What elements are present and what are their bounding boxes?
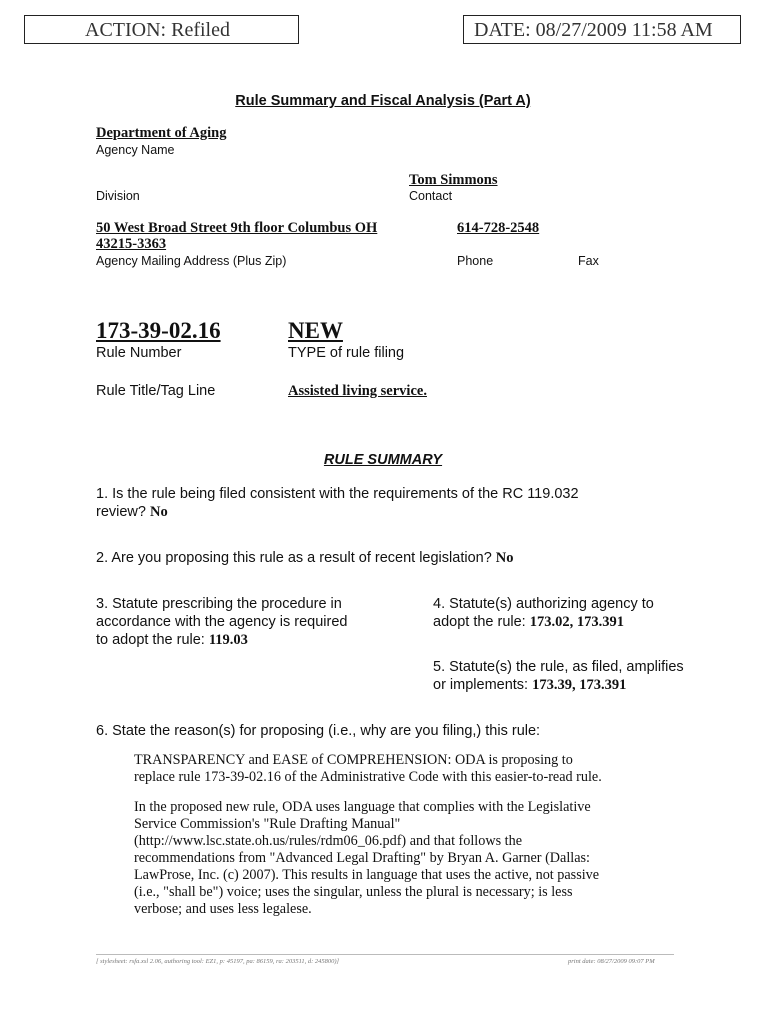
question-4 xyxy=(433,595,654,631)
question-5-answer: 173.39, 173.391 xyxy=(532,677,627,693)
question-2-text: 2. Are you proposing this rule as a result of recent legislation? xyxy=(96,550,492,566)
question-4-line2 xyxy=(433,613,654,631)
contact-label: Contact xyxy=(409,189,453,203)
action-box xyxy=(24,15,299,44)
rule-title-value: Assisted living service. xyxy=(288,383,427,399)
agency-name-value: Department of Aging xyxy=(96,125,227,141)
question-1-line1: 1. Is the rule being filed consistent with the requirements of the RC 119.032 xyxy=(96,486,579,502)
footer-right: print date: 08/27/2009 09:07 PM xyxy=(568,958,655,965)
reason-p2-line: verbose; and uses less legalese. xyxy=(134,901,312,917)
reason-p2-line: recommendations from "Advanced Legal Drafting" by Bryan A. Garner (Dallas: xyxy=(134,850,590,866)
question-3-line3 xyxy=(96,631,347,649)
question-3-text: to adopt the rule: xyxy=(96,632,205,648)
question-1-answer: No xyxy=(150,504,168,520)
footer-rule xyxy=(96,954,674,955)
question-1-line2 xyxy=(96,503,696,521)
page-title: Rule Summary and Fiscal Analysis (Part A) xyxy=(235,93,531,109)
question-5 xyxy=(433,658,684,694)
question-3-line2: accordance with the agency is required xyxy=(96,614,348,630)
reason-paragraph-2 xyxy=(134,799,599,918)
question-2-answer: No xyxy=(495,550,514,566)
reason-p2-line: Service Commission's "Rule Drafting Manual" xyxy=(134,816,401,832)
question-2 xyxy=(96,549,514,567)
address-label: Agency Mailing Address (Plus Zip) xyxy=(96,254,287,268)
question-1-text: review? xyxy=(96,504,146,520)
reason-p1-line: replace rule 173-39-02.16 of the Administrative Code with this easier-to-read rule. xyxy=(134,769,602,785)
question-5-text: or implements: xyxy=(433,677,529,693)
question-4-line1: 4. Statute(s) authorizing agency to xyxy=(433,596,654,612)
reason-p2-line: (http://www.lsc.state.oh.us/rules/rdm06_06.pdf) and that follows the xyxy=(134,833,522,849)
question-5-line2 xyxy=(433,676,684,694)
action-text: ACTION: Refiled xyxy=(85,19,230,41)
agency-name-label: Agency Name xyxy=(96,143,175,157)
address-value-line2: 43215-3363 xyxy=(96,236,167,252)
date-text: DATE: 08/27/2009 11:58 AM xyxy=(474,19,713,41)
reason-p2-line: (i.e., "shall be") voice; uses the singular, unless the plural is necessary; is less xyxy=(134,884,573,900)
question-3-answer: 119.03 xyxy=(208,632,248,648)
phone-value: 614-728-2548 xyxy=(457,220,540,236)
question-1 xyxy=(96,485,696,521)
question-6: 6. State the reason(s) for proposing (i.e., why are you filing,) this rule: xyxy=(96,723,541,739)
footer-left: [ stylesheet: rsfa.xsl 2.06, authoring tool: EZ1, p: 45197, pa: 86159, ra: 203511, d: 245800)] xyxy=(96,958,340,965)
rule-summary-heading: RULE SUMMARY xyxy=(323,452,443,468)
question-3 xyxy=(96,595,347,649)
rule-type-label: TYPE of rule filing xyxy=(288,345,405,361)
reason-p2-line: In the proposed new rule, ODA uses language that complies with the Legislative xyxy=(134,799,591,815)
question-4-text: adopt the rule: xyxy=(433,614,526,630)
question-4-answer: 173.02, 173.391 xyxy=(529,614,624,630)
fax-label: Fax xyxy=(578,254,599,268)
contact-value: Tom Simmons xyxy=(409,172,498,188)
rule-number-label: Rule Number xyxy=(96,345,182,361)
question-5-line1: 5. Statute(s) the rule, as filed, amplifies xyxy=(433,659,684,675)
rule-title-label: Rule Title/Tag Line xyxy=(96,383,216,399)
reason-p1-line: TRANSPARENCY and EASE of COMPREHENSION: ODA is proposing to xyxy=(134,752,573,768)
reason-paragraph-1 xyxy=(134,752,602,786)
date-box xyxy=(463,15,741,44)
rule-type-value: NEW xyxy=(288,318,343,343)
reason-p2-line: LawProse, Inc. (c) 2007). This results in language that uses the active, not passive xyxy=(134,867,600,883)
phone-label: Phone xyxy=(457,254,494,268)
rule-number-value: 173-39-02.16 xyxy=(96,318,221,343)
division-label: Division xyxy=(96,189,140,203)
address-value-line1: 50 West Broad Street 9th floor Columbus OH xyxy=(96,220,378,236)
question-3-line1: 3. Statute prescribing the procedure in xyxy=(96,596,342,612)
